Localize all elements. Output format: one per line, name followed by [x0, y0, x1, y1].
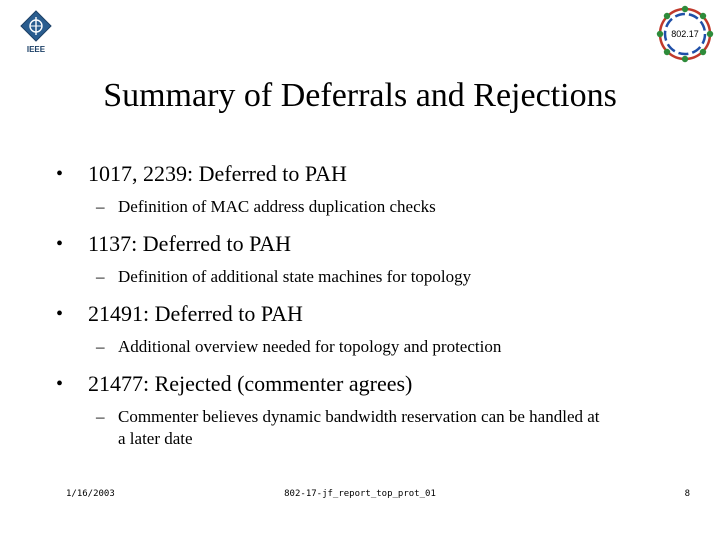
footer-page-number: 8 [684, 489, 690, 499]
footer-date: 1/16/2003 [66, 489, 115, 499]
ring-logo [653, 2, 717, 66]
sub-bullet-item [56, 196, 696, 218]
bullet-item [56, 230, 696, 258]
bullet-group [56, 230, 696, 288]
sub-bullet-text: Additional overview needed for topology and protection [118, 337, 502, 356]
sub-bullet-text: Definition of additional state machines for topology [118, 267, 472, 286]
dash-icon: – [96, 267, 105, 286]
bullet-group [56, 370, 696, 450]
sub-bullet-text: Definition of MAC address duplication checks [118, 197, 436, 216]
sub-bullet-text: Commenter believes dynamic bandwidth reservation can be handled at a later date [118, 407, 600, 448]
sub-bullet-item [56, 266, 696, 288]
bullet-dot-icon: • [56, 373, 64, 395]
bullet-item [56, 160, 696, 188]
ieee-logo-label: IEEE [26, 45, 46, 54]
ieee-logo [18, 10, 54, 54]
footer-filename: 802-17-jf_report_top_prot_01 [284, 489, 436, 499]
bullet-text: 21491: Deferred to PAH [88, 301, 303, 326]
bullet-item [56, 300, 696, 328]
bullet-dot-icon: • [56, 233, 64, 255]
sub-bullet-item [56, 406, 696, 450]
bullet-group [56, 160, 696, 218]
bullet-text: 1017, 2239: Deferred to PAH [88, 161, 347, 186]
slide-title: Summary of Deferrals and Rejections [103, 77, 617, 114]
bullet-list [56, 160, 696, 462]
ring-logo-label: 802.17 [671, 29, 699, 39]
bullet-text: 1137: Deferred to PAH [88, 231, 292, 256]
bullet-item [56, 370, 696, 398]
dash-icon: – [96, 197, 105, 216]
bullet-group [56, 300, 696, 358]
bullet-dot-icon: • [56, 303, 64, 325]
sub-bullet-item [56, 336, 696, 358]
dash-icon: – [96, 337, 105, 356]
dash-icon: – [96, 407, 105, 426]
bullet-text: 21477: Rejected (commenter agrees) [88, 371, 413, 396]
bullet-dot-icon: • [56, 163, 64, 185]
